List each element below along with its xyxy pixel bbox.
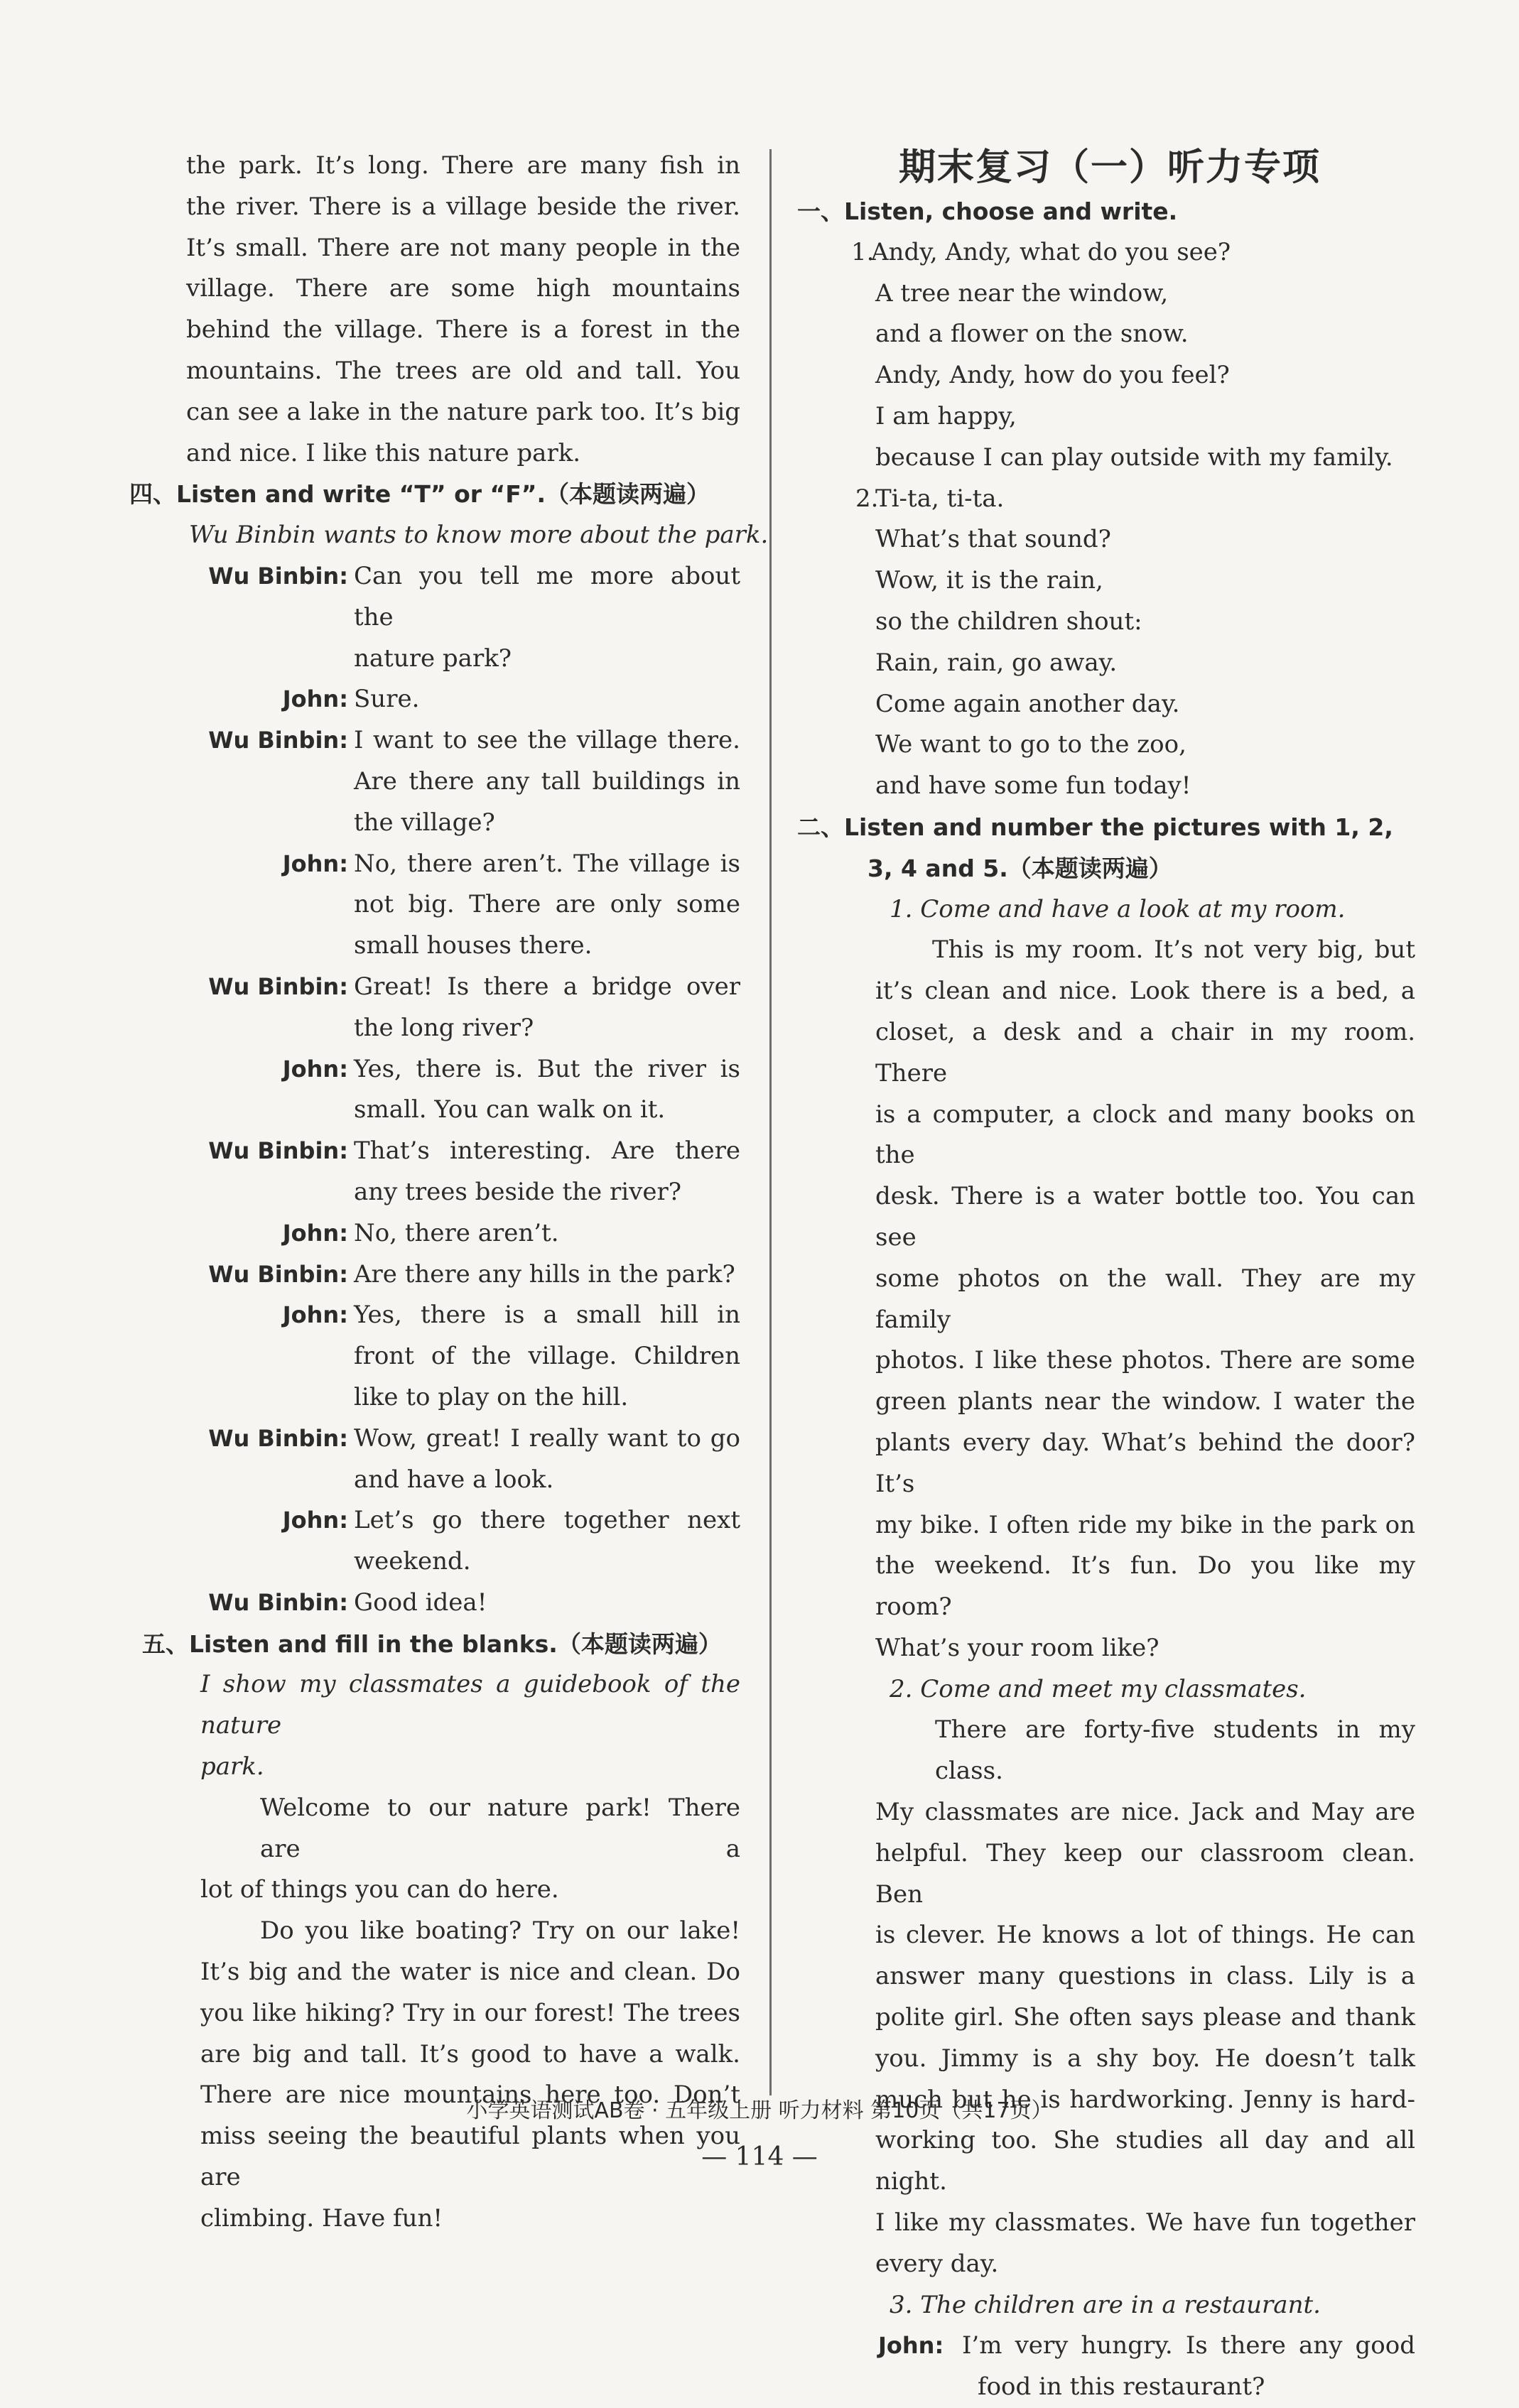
section-1-heading bbox=[797, 191, 1415, 232]
passage-2 bbox=[804, 1669, 1415, 2285]
speaker: John: bbox=[282, 1507, 348, 1534]
text-line: climbing. Have fun! bbox=[200, 2203, 443, 2233]
text-line: desk. There is a water bottle too. You can see bbox=[875, 1182, 1415, 1252]
poem-line: 2.Ti-ta, ti-ta. bbox=[855, 484, 1005, 513]
speaker: John: bbox=[282, 850, 348, 877]
text-line: It’s small. There are not many people in the bbox=[186, 233, 740, 262]
poem-line: What’s that sound? bbox=[875, 525, 1111, 554]
text-line: green plants near the window. I water the bbox=[875, 1387, 1415, 1416]
text-line: the park. It’s long. There are many fish in bbox=[186, 151, 740, 180]
page-title: 期末复习（一）听力专项 bbox=[898, 146, 1321, 189]
section-number: 一、 bbox=[797, 197, 844, 225]
right-column bbox=[797, 146, 1415, 2408]
item-2 bbox=[804, 479, 1415, 807]
poem-line: Rain, rain, go away. bbox=[875, 648, 1118, 677]
text-line: miss seeing the beautiful plants when you are bbox=[200, 2122, 740, 2192]
section-number: 五、 bbox=[142, 1629, 189, 1658]
dialogue-turn bbox=[875, 2326, 1415, 2408]
speaker: John: bbox=[282, 1219, 348, 1247]
passage-3 bbox=[804, 2285, 1415, 2408]
text-line: Welcome to our nature park! There are a bbox=[260, 1793, 740, 1863]
text-line: helpful. They keep our classroom clean. Ben bbox=[875, 1838, 1415, 1909]
dialogue-turn bbox=[186, 679, 740, 720]
utterance-line: Great! Is there a bridge over bbox=[354, 972, 740, 1001]
utterance-line: No, there aren’t. The village is bbox=[354, 849, 740, 878]
text-line: every day. bbox=[875, 2249, 999, 2278]
intro-line: park. bbox=[200, 1752, 264, 1781]
speaker: John: bbox=[878, 2332, 944, 2360]
text-line: are big and tall. It’s good to have a walk. bbox=[200, 2039, 740, 2068]
text-line: can see a lake in the nature park too. It’s big bbox=[186, 397, 740, 426]
section-5-heading bbox=[142, 1624, 740, 1665]
text-line: my bike. I often ride my bike in the park on bbox=[875, 1510, 1415, 1539]
dialogue-turn bbox=[186, 1131, 740, 1213]
utterance-line: not big. There are only some bbox=[354, 890, 740, 919]
dialogue-turn bbox=[186, 844, 740, 967]
text-line: working too. She studies all day and all night. bbox=[875, 2126, 1415, 2196]
text-line: polite girl. She often says please and thank bbox=[875, 2003, 1415, 2032]
text-line: the weekend. It’s fun. Do you like my room? bbox=[875, 1551, 1415, 1622]
utterance-line: I’m very hungry. Is there any good bbox=[962, 2331, 1415, 2360]
footer-caption: 小学英语测试AB卷 · 五年级上册 听力材料 第10页（共17页） bbox=[466, 2098, 1053, 2123]
dialogue-turn bbox=[186, 967, 740, 1049]
dialogue-turn bbox=[186, 1049, 740, 1132]
page-number: — 114 — bbox=[701, 2142, 818, 2171]
speaker: Wu Binbin: bbox=[208, 1137, 348, 1165]
dialogue-turn bbox=[186, 1500, 740, 1583]
speaker: Wu Binbin: bbox=[208, 562, 348, 590]
speaker: John: bbox=[282, 1301, 348, 1329]
poem-line: 1.Andy, Andy, what do you see? bbox=[851, 237, 1231, 266]
text-line: closet, a desk and a chair in my room. There bbox=[875, 1017, 1415, 1088]
passage-heading: 2. Come and meet my classmates. bbox=[890, 1674, 1307, 1703]
text-line: behind the village. There is a forest in the bbox=[186, 315, 740, 345]
dialogue-turn bbox=[186, 1254, 740, 1296]
intro-line: I show my classmates a guidebook of the nature bbox=[200, 1670, 740, 1740]
text-line: I like my classmates. We have fun together bbox=[875, 2208, 1415, 2238]
speaker: Wu Binbin: bbox=[208, 972, 348, 1000]
utterance-line: No, there aren’t. bbox=[354, 1218, 559, 1247]
text-line: is a computer, a clock and many books on the bbox=[875, 1100, 1415, 1170]
poem-line: We want to go to the zoo, bbox=[875, 730, 1186, 759]
text-line: mountains. The trees are old and tall. You bbox=[186, 356, 740, 385]
text-line: Do you like boating? Try on our lake! bbox=[260, 1916, 740, 1946]
text-line: There are forty-five students in my class. bbox=[935, 1715, 1415, 1786]
section-title: Listen, choose and write. bbox=[844, 197, 1178, 225]
section-4-intro: Wu Binbin wants to know more about the park. bbox=[189, 521, 769, 550]
speaker: John: bbox=[282, 685, 348, 713]
speaker: Wu Binbin: bbox=[208, 1588, 348, 1616]
utterance-line: the long river? bbox=[354, 1013, 534, 1042]
speaker: Wu Binbin: bbox=[208, 727, 348, 754]
speaker: Wu Binbin: bbox=[208, 1260, 348, 1288]
dialogue-turn bbox=[186, 1419, 740, 1501]
text-line: What’s your room like? bbox=[875, 1633, 1159, 1662]
text-line: There are nice mountains here too. Don’t bbox=[200, 2081, 740, 2110]
passage-end bbox=[186, 146, 740, 474]
section-title: Listen and write “T” or “F”.（本题读两遍） bbox=[176, 480, 710, 509]
utterance-line: Are there any tall buildings in bbox=[354, 766, 740, 796]
text-line: It’s big and the water is nice and clean. Do bbox=[200, 1958, 740, 1987]
speaker: Wu Binbin: bbox=[208, 1424, 348, 1452]
utterance-line: the village? bbox=[354, 808, 495, 837]
poem-line: Wow, it is the rain, bbox=[875, 566, 1103, 595]
dialogue bbox=[186, 556, 740, 1624]
utterance-line: any trees beside the river? bbox=[354, 1177, 681, 1206]
poem-line: because I can play outside with my family. bbox=[875, 443, 1393, 472]
utterance-line: Can you tell me more about the bbox=[354, 561, 740, 631]
section-number: 二、 bbox=[797, 813, 844, 841]
text-line: and nice. I like this nature park. bbox=[186, 438, 581, 467]
poem-line: I am happy, bbox=[875, 401, 1017, 430]
section-2-heading-cont: 3, 4 and 5.（本题读两遍） bbox=[867, 854, 1172, 882]
section-2-heading bbox=[797, 807, 1415, 848]
utterance-line: and have a look. bbox=[354, 1465, 554, 1494]
utterance-line: small. You can walk on it. bbox=[354, 1095, 666, 1124]
dialogue-turn bbox=[186, 1295, 740, 1418]
utterance-line: Yes, there is. But the river is bbox=[354, 1054, 740, 1083]
item-1 bbox=[804, 232, 1415, 479]
text-line: is clever. He knows a lot of things. He can bbox=[875, 1921, 1415, 1950]
section-title: Listen and fill in the blanks.（本题读两遍） bbox=[189, 1629, 722, 1658]
text-line: much but he is hardworking. Jenny is hard- bbox=[875, 2085, 1415, 2114]
poem-line: so the children shout: bbox=[875, 607, 1142, 636]
poem-line: Come again another day. bbox=[875, 689, 1180, 718]
text-line: you like hiking? Try in our forest! The trees bbox=[200, 1998, 740, 2027]
utterance-line: weekend. bbox=[354, 1547, 471, 1576]
utterance-line: Wow, great! I really want to go bbox=[354, 1423, 740, 1453]
column-divider bbox=[769, 149, 772, 2095]
speaker: John: bbox=[282, 1055, 348, 1083]
text-line: the river. There is a village beside the river. bbox=[186, 192, 740, 221]
poem-line: and a flower on the snow. bbox=[875, 320, 1189, 349]
utterance-line: food in this restaurant? bbox=[978, 2372, 1265, 2402]
text-line: This is my room. It’s not very big, but bbox=[932, 935, 1415, 965]
dialogue-turn bbox=[186, 556, 740, 679]
poem-line: and have some fun today! bbox=[875, 771, 1191, 801]
text-line: village. There are some high mountains bbox=[186, 274, 740, 303]
passage-heading: 1. Come and have a look at my room. bbox=[890, 894, 1346, 923]
text-line: lot of things you can do here. bbox=[200, 1875, 559, 1904]
passage-1 bbox=[804, 889, 1415, 1669]
dialogue-turn bbox=[186, 1213, 740, 1254]
text-line: answer many questions in class. Lily is a bbox=[875, 1962, 1415, 1991]
utterance-line: like to play on the hill. bbox=[354, 1382, 629, 1411]
passage-heading: 3. The children are in a restaurant. bbox=[890, 2290, 1321, 2319]
dialogue-turn bbox=[186, 720, 740, 843]
poem-line: Andy, Andy, how do you feel? bbox=[875, 361, 1230, 390]
text-line: My classmates are nice. Jack and May are bbox=[875, 1798, 1415, 1827]
section-title: Listen and number the pictures with 1, 2, bbox=[844, 813, 1393, 841]
utterance-line: small houses there. bbox=[354, 931, 593, 960]
poem-line: A tree near the window, bbox=[875, 278, 1169, 308]
section-4-heading bbox=[129, 474, 740, 515]
text-line: photos. I like these photos. There are some bbox=[875, 1346, 1415, 1375]
utterance-line: Good idea! bbox=[354, 1588, 487, 1617]
text-line: you. Jimmy is a shy boy. He doesn’t talk bbox=[875, 2044, 1415, 2073]
section-number: 四、 bbox=[129, 480, 176, 509]
utterance-line: Yes, there is a small hill in bbox=[354, 1301, 740, 1330]
text-line: it’s clean and nice. Look there is a bed, a bbox=[875, 977, 1415, 1006]
text-line: some photos on the wall. They are my family bbox=[875, 1264, 1415, 1334]
utterance-line: Sure. bbox=[354, 685, 420, 714]
utterance-line: front of the village. Children bbox=[354, 1342, 740, 1371]
utterance-line: Are there any hills in the park? bbox=[354, 1259, 735, 1289]
utterance-line: I want to see the village there. bbox=[354, 726, 740, 755]
dialogue-turn bbox=[186, 1583, 740, 1624]
utterance-line: That’s interesting. Are there bbox=[354, 1137, 740, 1166]
text-line: plants every day. What’s behind the door? It’s bbox=[875, 1428, 1415, 1498]
utterance-line: nature park? bbox=[354, 644, 512, 673]
utterance-line: Let’s go there together next bbox=[354, 1506, 740, 1535]
